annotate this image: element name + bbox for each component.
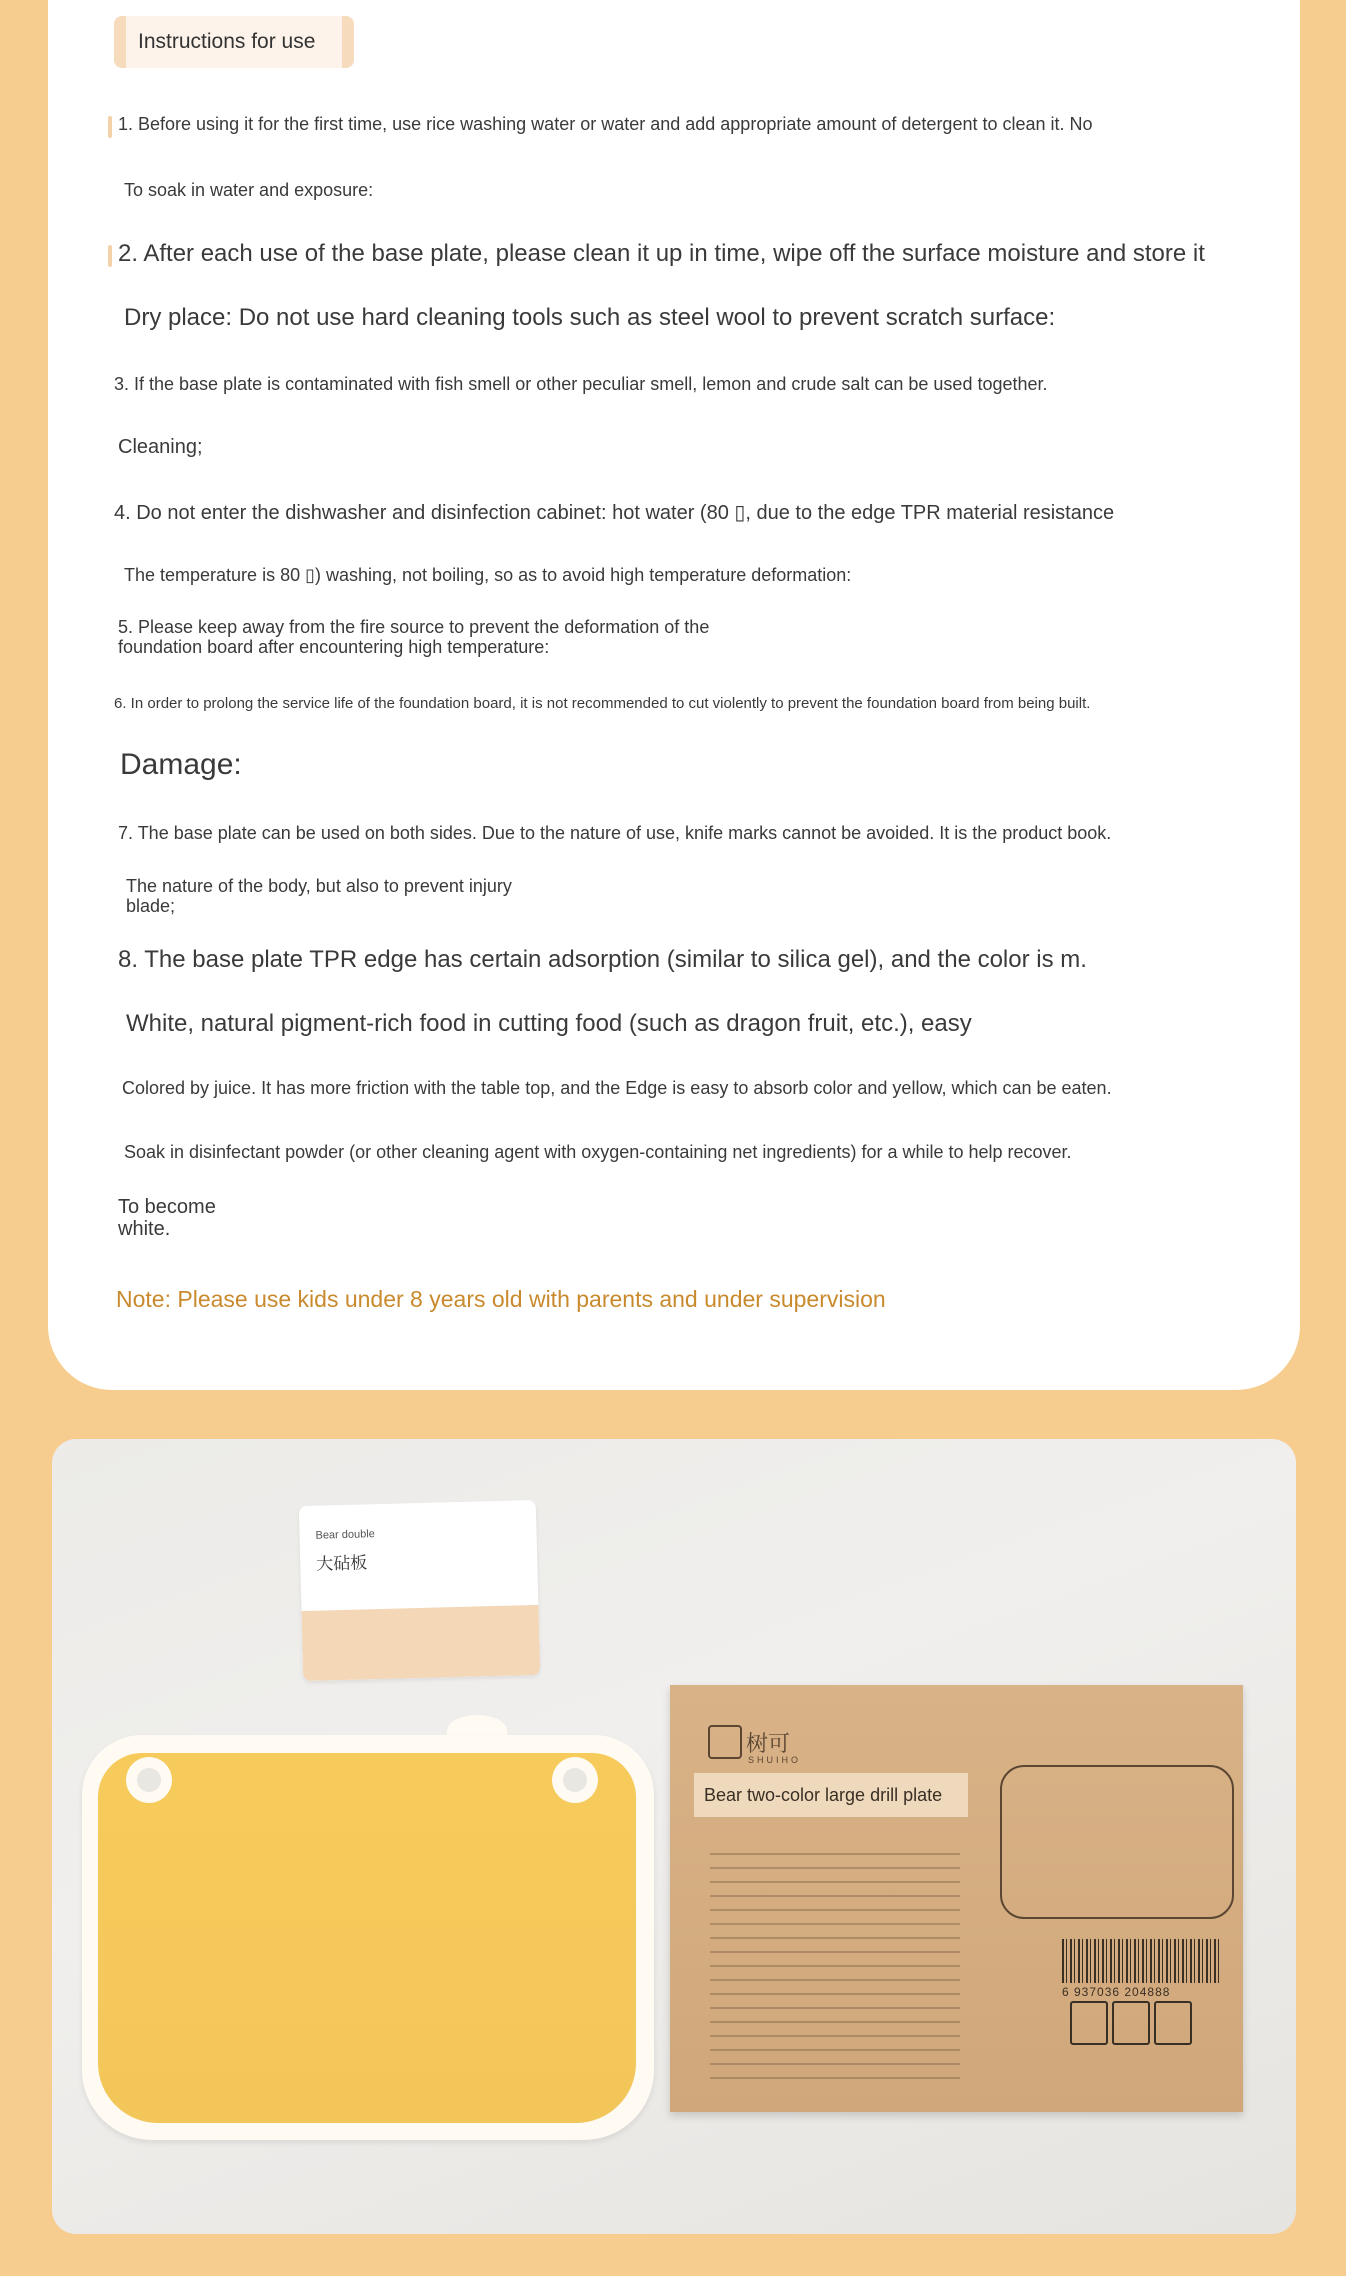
- instruction-line-18a: To become: [118, 1196, 216, 1218]
- certification-icon: [1070, 2001, 1108, 2045]
- instruction-line-4: Dry place: Do not use hard cleaning tools such as steel wool to prevent scratch surface:: [124, 304, 1056, 331]
- box-brand-latin: SHUIHO: [748, 1755, 802, 1765]
- instruction-line-6: Cleaning;: [118, 436, 203, 458]
- board-illustration-icon: [1000, 1765, 1234, 1919]
- board-hole-right: [552, 1757, 598, 1803]
- instruction-insert-card: [299, 1500, 540, 1681]
- instructions-title: Instructions for use: [114, 16, 354, 68]
- instruction-line-12: 7. The base plate can be used on both sides. Due to the nature of use, knife marks cannot be avoided. It is the product book.: [118, 823, 1112, 843]
- box-spec-text: [710, 1853, 960, 2083]
- instruction-line-1: 1. Before using it for the first time, use rice washing water or water and add appropriate amount of detergent to clean it. No: [118, 114, 1093, 134]
- insert-brand-text: Bear double: [315, 1528, 375, 1542]
- brand-logo-icon: [708, 1725, 742, 1759]
- barcode-icon: [1062, 1939, 1222, 1983]
- instruction-line-18b: white.: [118, 1218, 171, 1240]
- tableware-icon: [1112, 2001, 1150, 2045]
- instruction-line-8: The temperature is 80 ▯) washing, not boiling, so as to avoid high temperature deformation:: [124, 565, 852, 585]
- barcode-number: 6 937036 204888: [1062, 1985, 1171, 1999]
- instruction-line-3: 2. After each use of the base plate, please clean it up in time, wipe off the surface moisture and store it: [118, 240, 1205, 267]
- instruction-line-7: 4. Do not enter the dishwasher and disinfection cabinet: hot water (80 ▯, due to the edge TPR material resistance: [114, 502, 1115, 524]
- box-product-label: Bear two-color large drill plate: [694, 1773, 968, 1817]
- instruction-line-2: To soak in water and exposure:: [124, 180, 374, 200]
- product-photo: [52, 1439, 1296, 2234]
- quality-mark-icon: [1154, 2001, 1192, 2045]
- accent-mark: [108, 245, 112, 267]
- insert-product-name: 大砧板: [316, 1553, 368, 1575]
- supervision-note: Note: Please use kids under 8 years old with parents and under supervision: [116, 1286, 886, 1312]
- instruction-line-14: 8. The base plate TPR edge has certain adsorption (similar to silica gel), and the color is m.: [118, 946, 1087, 973]
- instruction-line-11: Damage:: [120, 748, 242, 781]
- instruction-line-13b: blade;: [126, 896, 176, 916]
- product-box: [670, 1685, 1243, 2112]
- cutting-board-surface: [98, 1753, 636, 2123]
- instruction-line-9a: 5. Please keep away from the fire source to prevent the deformation of the: [118, 617, 710, 637]
- instruction-line-9b: foundation board after encountering high temperature:: [118, 637, 550, 657]
- instruction-line-17: Soak in disinfectant powder (or other cleaning agent with oxygen-containing net ingredients) for a while to help recover.: [124, 1142, 1072, 1162]
- instruction-line-15: White, natural pigment-rich food in cutting food (such as dragon fruit, etc.), easy: [126, 1010, 972, 1037]
- instruction-line-16: Colored by juice. It has more friction with the table top, and the Edge is easy to absorb color and yellow, which can be eaten.: [122, 1078, 1112, 1098]
- accent-mark: [108, 116, 112, 138]
- board-hole-left: [126, 1757, 172, 1803]
- box-brand-name: 树可: [746, 1732, 791, 1757]
- instruction-line-13a: The nature of the body, but also to prevent injury: [126, 876, 512, 896]
- insert-text-panel: [301, 1605, 540, 1681]
- instruction-line-10: 6. In order to prolong the service life of the foundation board, it is not recommended to cut violently to prevent the foundation board from being built.: [114, 695, 1091, 712]
- instruction-line-5: 3. If the base plate is contaminated with fish smell or other peculiar smell, lemon and crude salt can be used together.: [114, 374, 1048, 394]
